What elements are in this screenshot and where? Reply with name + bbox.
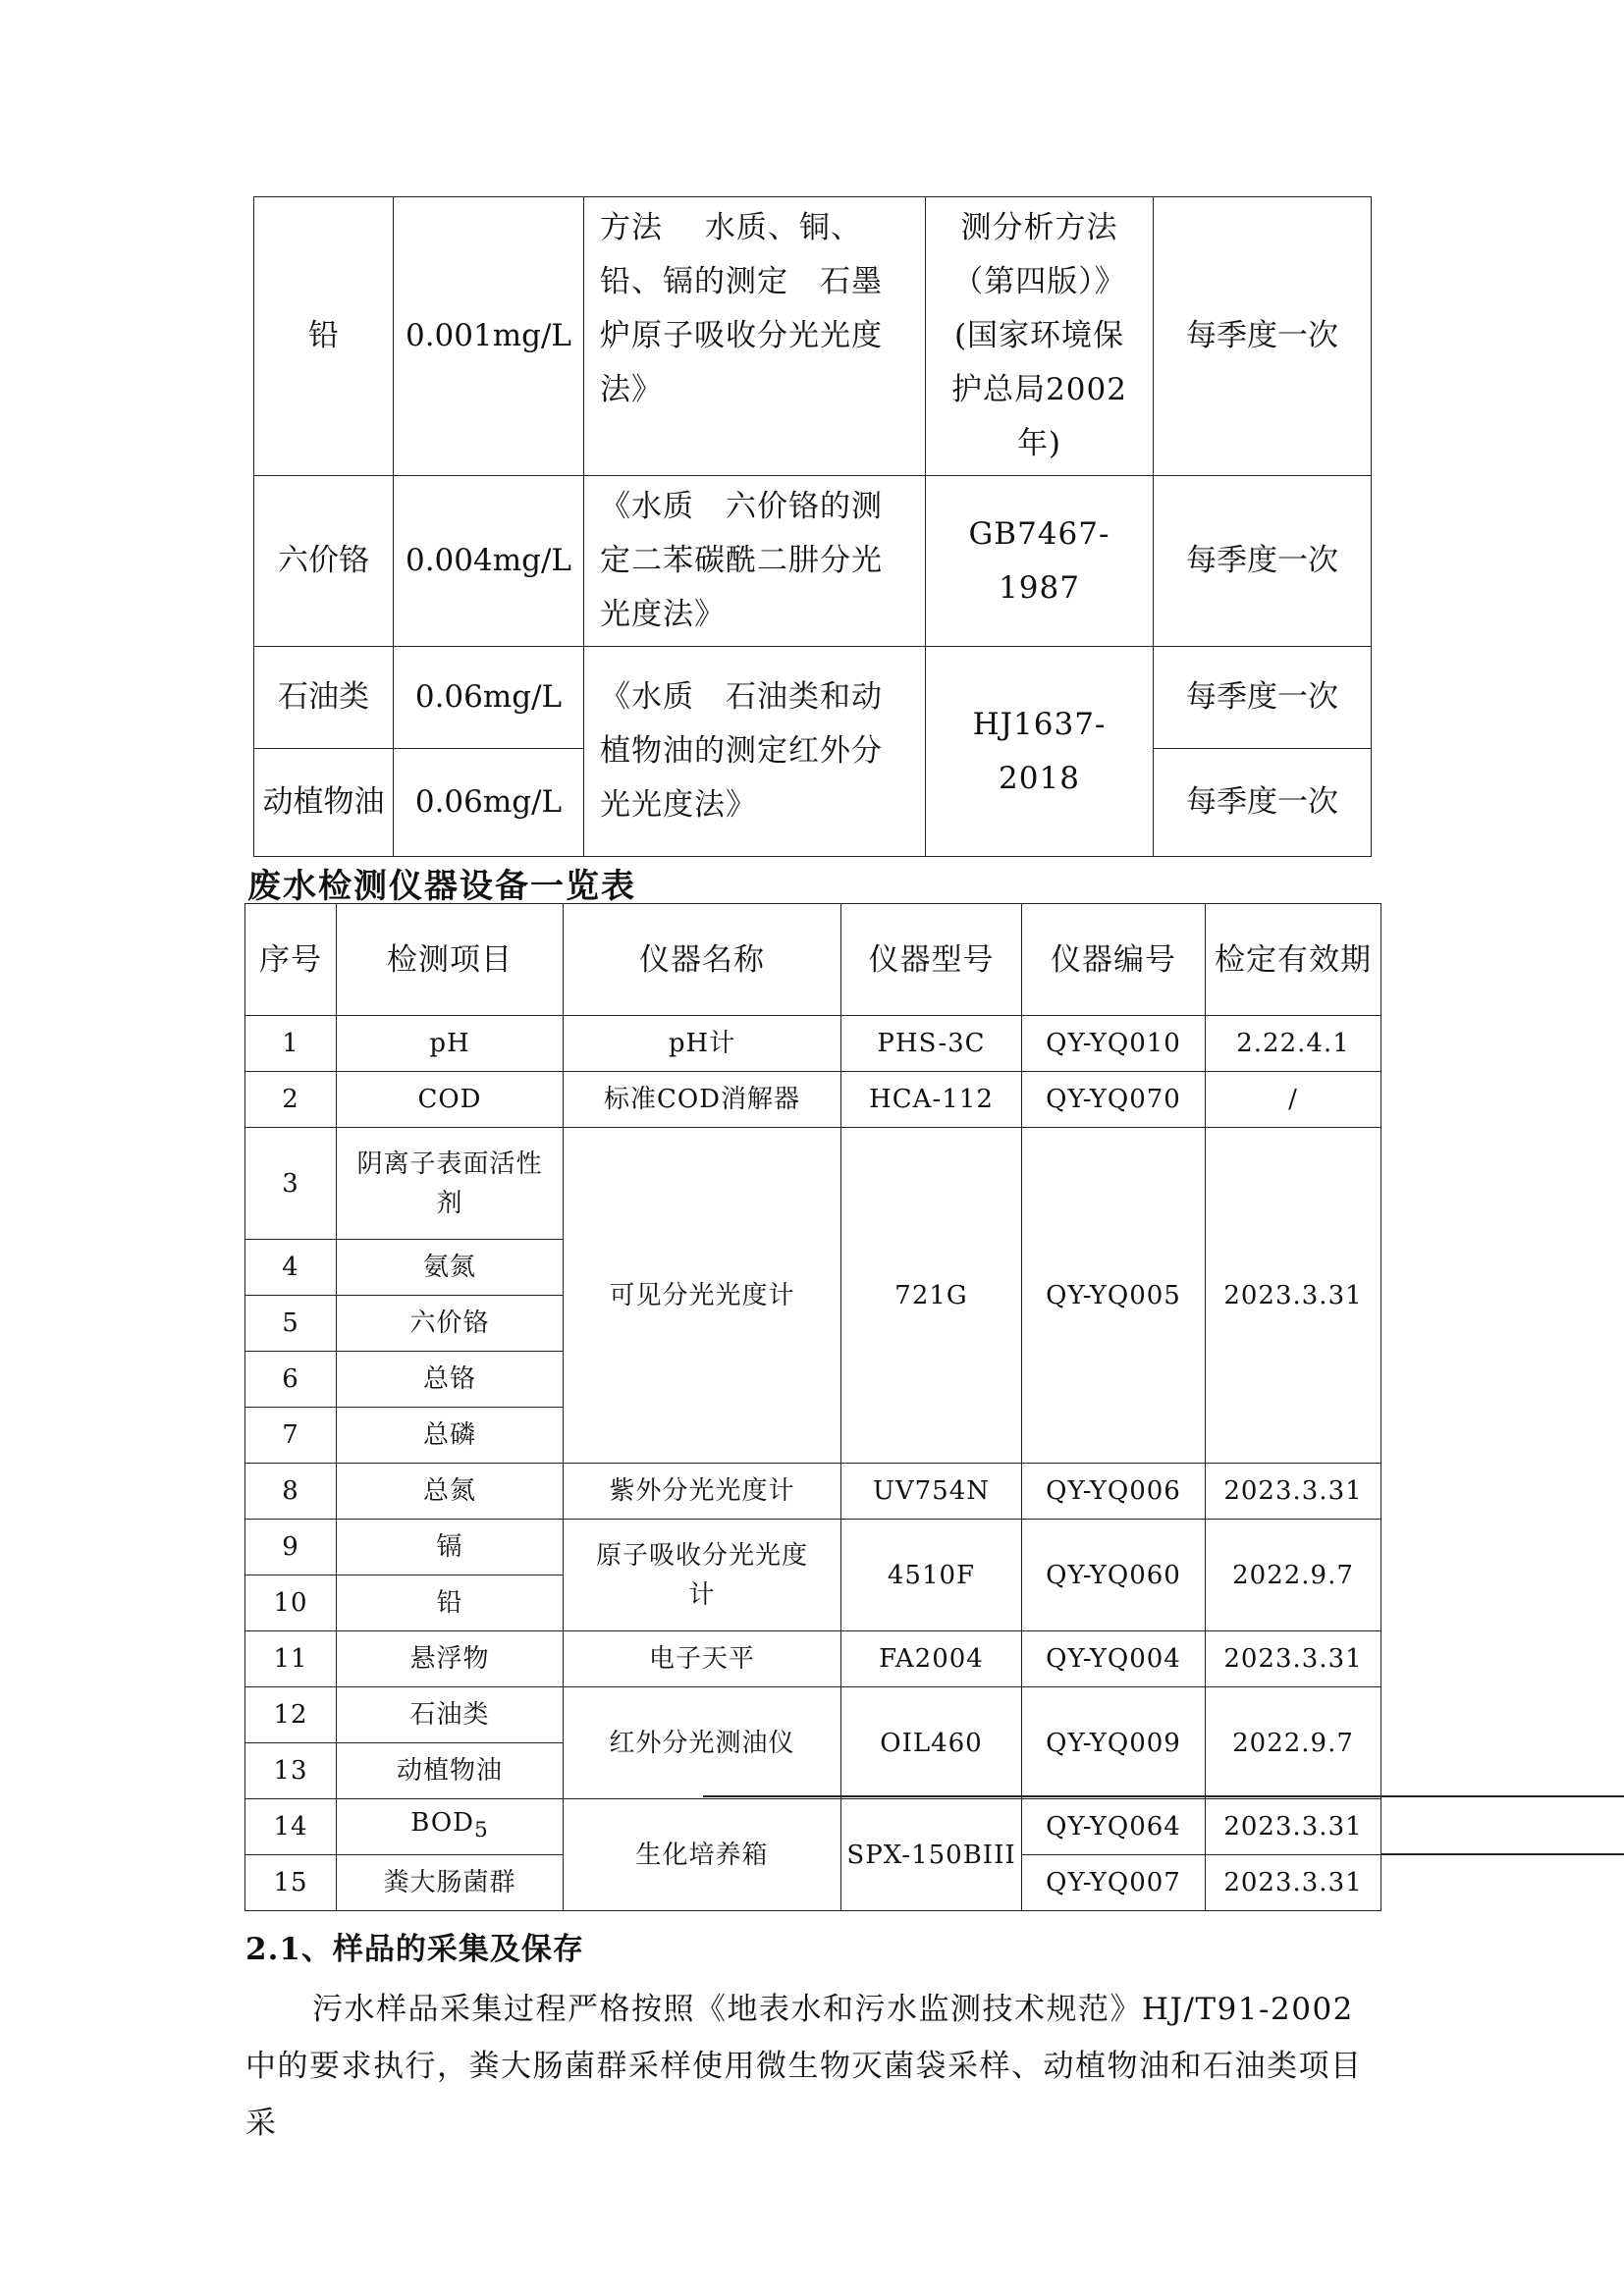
no-cell: 7 xyxy=(245,1408,337,1464)
standard-cell: GB7467-1987 xyxy=(926,476,1154,647)
frequency-cell: 每季度一次 xyxy=(1154,197,1372,476)
code-cell: QY-YQ006 xyxy=(1022,1464,1206,1520)
model-cell: SPX-150BIII xyxy=(841,1799,1022,1911)
code-cell: QY-YQ009 xyxy=(1022,1687,1206,1799)
no-cell: 13 xyxy=(245,1743,337,1799)
code-cell: QY-YQ007 xyxy=(1022,1855,1206,1911)
stray-rule-line xyxy=(703,1795,1624,1797)
frequency-cell: 每季度一次 xyxy=(1154,476,1372,647)
no-cell: 4 xyxy=(245,1240,337,1296)
code-cell: QY-YQ005 xyxy=(1022,1128,1206,1464)
item-cell: COD xyxy=(337,1072,564,1128)
name-cell: 可见分光光度计 xyxy=(564,1128,841,1464)
no-cell: 6 xyxy=(245,1352,337,1408)
header-code: 仪器编号 xyxy=(1022,904,1206,1016)
item-cell xyxy=(337,1799,564,1855)
header-no: 序号 xyxy=(245,904,337,1016)
valid-cell: 2.22.4.1 xyxy=(1206,1016,1381,1072)
code-cell: QY-YQ064 xyxy=(1022,1799,1206,1855)
valid-cell: 2022.9.7 xyxy=(1206,1520,1381,1631)
table-row xyxy=(245,1799,1381,1855)
method-cell: 《水质 石油类和动植物油的测定红外分光光度法》 xyxy=(584,647,926,857)
item-cell: 六价铬 xyxy=(337,1296,564,1352)
table-row xyxy=(254,647,1372,749)
bod-label: BOD xyxy=(410,1807,474,1838)
table-row xyxy=(254,197,1372,476)
valid-cell: 2023.3.31 xyxy=(1206,1855,1381,1911)
bod-subscript: 5 xyxy=(473,1818,489,1843)
header-model: 仪器型号 xyxy=(841,904,1022,1016)
item-cell: 动植物油 xyxy=(254,749,394,857)
table-row xyxy=(245,1687,1381,1743)
item-cell: 总铬 xyxy=(337,1352,564,1408)
table-row xyxy=(245,1631,1381,1687)
valid-cell: / xyxy=(1206,1072,1381,1128)
valid-cell: 2023.3.31 xyxy=(1206,1128,1381,1464)
header-valid: 检定有效期 xyxy=(1206,904,1381,1016)
no-cell: 10 xyxy=(245,1575,337,1631)
table-row xyxy=(254,476,1372,647)
item-cell: 氨氮 xyxy=(337,1240,564,1296)
no-cell: 12 xyxy=(245,1687,337,1743)
method-cell: 《水质 六价铬的测定二苯碳酰二肼分光光度法》 xyxy=(584,476,926,647)
equipment-table xyxy=(244,903,1381,1911)
code-cell: QY-YQ070 xyxy=(1022,1072,1206,1128)
paragraph-text: 污水样品采集过程严格按照《地表水和污水监测技术规范》HJ/T91-2002中的要求执行，粪大肠菌群采样使用微生物灭菌袋采样、动植物油和石油类项目采 xyxy=(245,1992,1363,2141)
body-paragraph xyxy=(245,1981,1380,2152)
method-cell: 方法 水质、铜、铅、镉的测定 石墨炉原子吸收分光光度法》 xyxy=(584,197,926,476)
code-cell: QY-YQ010 xyxy=(1022,1016,1206,1072)
item-cell: 六价铬 xyxy=(254,476,394,647)
valid-cell: 2023.3.31 xyxy=(1206,1464,1381,1520)
table-row xyxy=(245,1072,1381,1128)
name-cell: 标准COD消解器 xyxy=(564,1072,841,1128)
item-cell: 总磷 xyxy=(337,1408,564,1464)
limit-cell: 0.001mg/L xyxy=(394,197,584,476)
item-cell: pH xyxy=(337,1016,564,1072)
item-cell: 铅 xyxy=(337,1575,564,1631)
item-cell: 粪大肠菌群 xyxy=(337,1855,564,1911)
no-cell: 5 xyxy=(245,1296,337,1352)
code-cell: QY-YQ004 xyxy=(1022,1631,1206,1687)
header-name: 仪器名称 xyxy=(564,904,841,1016)
valid-cell: 2023.3.31 xyxy=(1206,1631,1381,1687)
frequency-cell: 每季度一次 xyxy=(1154,647,1372,749)
no-cell: 15 xyxy=(245,1855,337,1911)
name-cell: 红外分光测油仪 xyxy=(564,1687,841,1799)
model-cell: HCA-112 xyxy=(841,1072,1022,1128)
model-cell: UV754N xyxy=(841,1464,1022,1520)
valid-cell: 2022.9.7 xyxy=(1206,1687,1381,1799)
no-cell: 11 xyxy=(245,1631,337,1687)
table-row xyxy=(245,1016,1381,1072)
model-cell: 721G xyxy=(841,1128,1022,1464)
header-item: 检测项目 xyxy=(337,904,564,1016)
valid-cell: 2023.3.31 xyxy=(1206,1799,1381,1855)
name-cell: 原子吸收分光光度计 xyxy=(564,1520,841,1631)
item-cell: 石油类 xyxy=(337,1687,564,1743)
limit-cell: 0.004mg/L xyxy=(394,476,584,647)
item-cell: 阴离子表面活性剂 xyxy=(337,1128,564,1240)
table-row xyxy=(245,1520,1381,1575)
model-cell: 4510F xyxy=(841,1520,1022,1631)
frequency-cell: 每季度一次 xyxy=(1154,749,1372,857)
standard-cell: 测分析方法（第四版）》(国家环境保护总局2002年) xyxy=(926,197,1154,476)
item-cell: 镉 xyxy=(337,1520,564,1575)
stray-rule-line xyxy=(1380,1853,1624,1855)
no-cell: 1 xyxy=(245,1016,337,1072)
limit-cell: 0.06mg/L xyxy=(394,749,584,857)
model-cell: OIL460 xyxy=(841,1687,1022,1799)
section-heading: 2.1、样品的采集及保存 xyxy=(245,1932,584,1967)
limit-cell: 0.06mg/L xyxy=(394,647,584,749)
no-cell: 8 xyxy=(245,1464,337,1520)
code-cell: QY-YQ060 xyxy=(1022,1520,1206,1631)
standard-cell: HJ1637-2018 xyxy=(926,647,1154,857)
name-cell: 紫外分光光度计 xyxy=(564,1464,841,1520)
table-row xyxy=(245,1464,1381,1520)
item-cell: 总氮 xyxy=(337,1464,564,1520)
no-cell: 2 xyxy=(245,1072,337,1128)
monitoring-methods-table xyxy=(253,196,1372,857)
table-title: 废水检测仪器设备一览表 xyxy=(247,867,636,906)
no-cell: 14 xyxy=(245,1799,337,1855)
item-cell: 铅 xyxy=(254,197,394,476)
name-cell: 生化培养箱 xyxy=(564,1799,841,1911)
no-cell: 3 xyxy=(245,1128,337,1240)
table-row xyxy=(245,1128,1381,1240)
item-cell: 石油类 xyxy=(254,647,394,749)
model-cell: FA2004 xyxy=(841,1631,1022,1687)
item-cell: 悬浮物 xyxy=(337,1631,564,1687)
item-cell: 动植物油 xyxy=(337,1743,564,1799)
no-cell: 9 xyxy=(245,1520,337,1575)
header-row xyxy=(245,904,1381,1016)
model-cell: PHS-3C xyxy=(841,1016,1022,1072)
name-cell: pH计 xyxy=(564,1016,841,1072)
name-cell: 电子天平 xyxy=(564,1631,841,1687)
